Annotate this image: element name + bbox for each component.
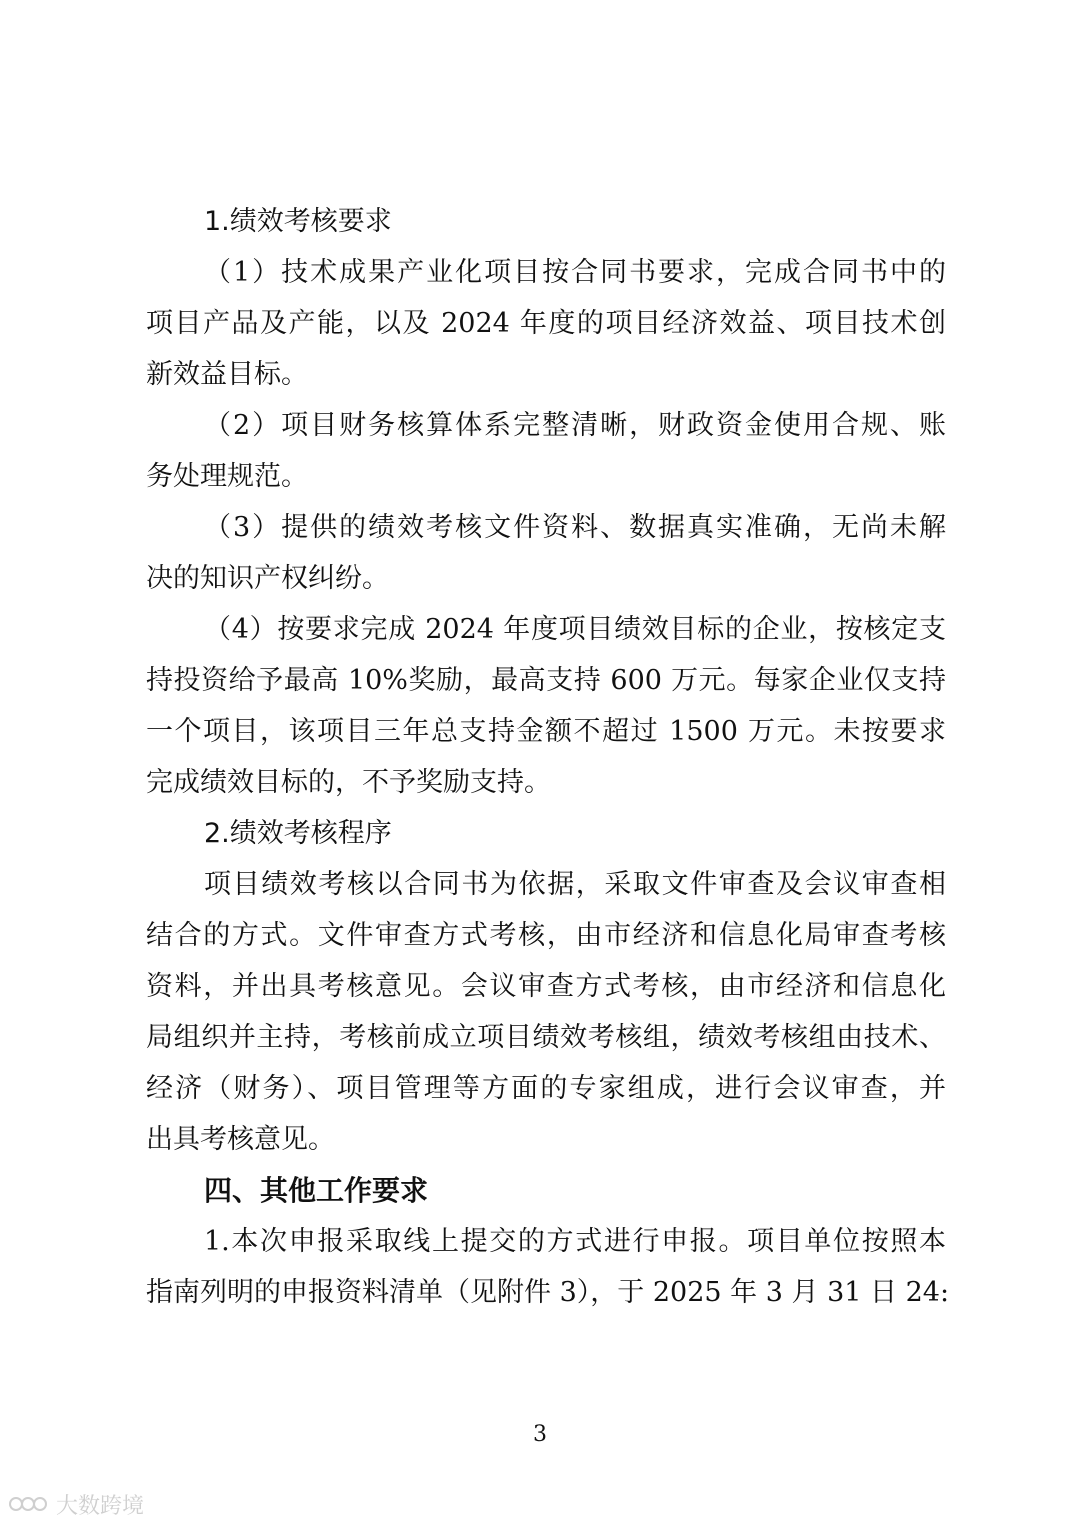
paragraph-line: 新效益目标。 bbox=[146, 359, 308, 390]
paragraph-line: 资料，并出具考核意见。会议审查方式考核，由市经济和信息化 bbox=[146, 971, 946, 1002]
document-body bbox=[146, 196, 950, 1318]
paragraph-line: （1）技术成果产业化项目按合同书要求，完成合同书中的 bbox=[204, 257, 946, 288]
paragraph-line: 一个项目，该项目三年总支持金额不超过 1500 万元。未按要求 bbox=[146, 716, 946, 747]
paragraph-line: 指南列明的申报资料清单（见附件 3），于 2025 年 3 月 31 日 24: bbox=[146, 1277, 950, 1308]
watermark-text: 大数跨境 bbox=[56, 1493, 145, 1519]
paragraph bbox=[146, 502, 946, 604]
section-heading: 1.绩效考核要求 bbox=[204, 206, 392, 237]
paragraph-line: 项目绩效考核以合同书为依据，采取文件审查及会议审查相 bbox=[204, 869, 946, 900]
paragraph bbox=[146, 604, 946, 808]
paragraph-line: 1.本次申报采取线上提交的方式进行申报。项目单位按照本 bbox=[204, 1226, 946, 1257]
paragraph-line: （4）按要求完成 2024 年度项目绩效目标的企业，按核定支 bbox=[204, 614, 946, 645]
paragraph-line: 完成绩效目标的，不予奖励支持。 bbox=[146, 767, 551, 798]
paragraph-line: 项目产品及产能，以及 2024 年度的项目经济效益、项目技术创 bbox=[146, 308, 946, 339]
paragraph bbox=[146, 400, 946, 502]
paragraph-line: 出具考核意见。 bbox=[146, 1124, 335, 1155]
paragraph-line: 决的知识产权纠纷。 bbox=[146, 563, 389, 594]
section-heading: 2.绩效考核程序 bbox=[204, 818, 392, 849]
watermark bbox=[8, 1488, 144, 1520]
paragraph-line: 结合的方式。文件审查方式考核，由市经济和信息化局审查考核 bbox=[146, 920, 946, 951]
paragraph-line: 持投资给予最高 10%奖励，最高支持 600 万元。每家企业仅支持 bbox=[146, 665, 946, 696]
section-heading: 四、其他工作要求 bbox=[204, 1174, 429, 1207]
paragraph bbox=[146, 1216, 950, 1318]
page-number: 3 bbox=[533, 1422, 547, 1447]
paragraph bbox=[146, 247, 946, 400]
paragraph bbox=[146, 859, 946, 1165]
paragraph-line: （3）提供的绩效考核文件资料、数据真实准确，无尚未解 bbox=[204, 512, 946, 543]
paragraph-line: 务处理规范。 bbox=[146, 461, 308, 492]
paragraph-line: （2）项目财务核算体系完整清晰，财政资金使用合规、账 bbox=[204, 410, 946, 441]
paragraph-line: 局组织并主持，考核前成立项目绩效考核组，绩效考核组由技术、 bbox=[146, 1022, 946, 1053]
logo-icon bbox=[8, 1491, 52, 1517]
paragraph-line: 经济（财务）、项目管理等方面的专家组成，进行会议审查，并 bbox=[146, 1073, 946, 1104]
